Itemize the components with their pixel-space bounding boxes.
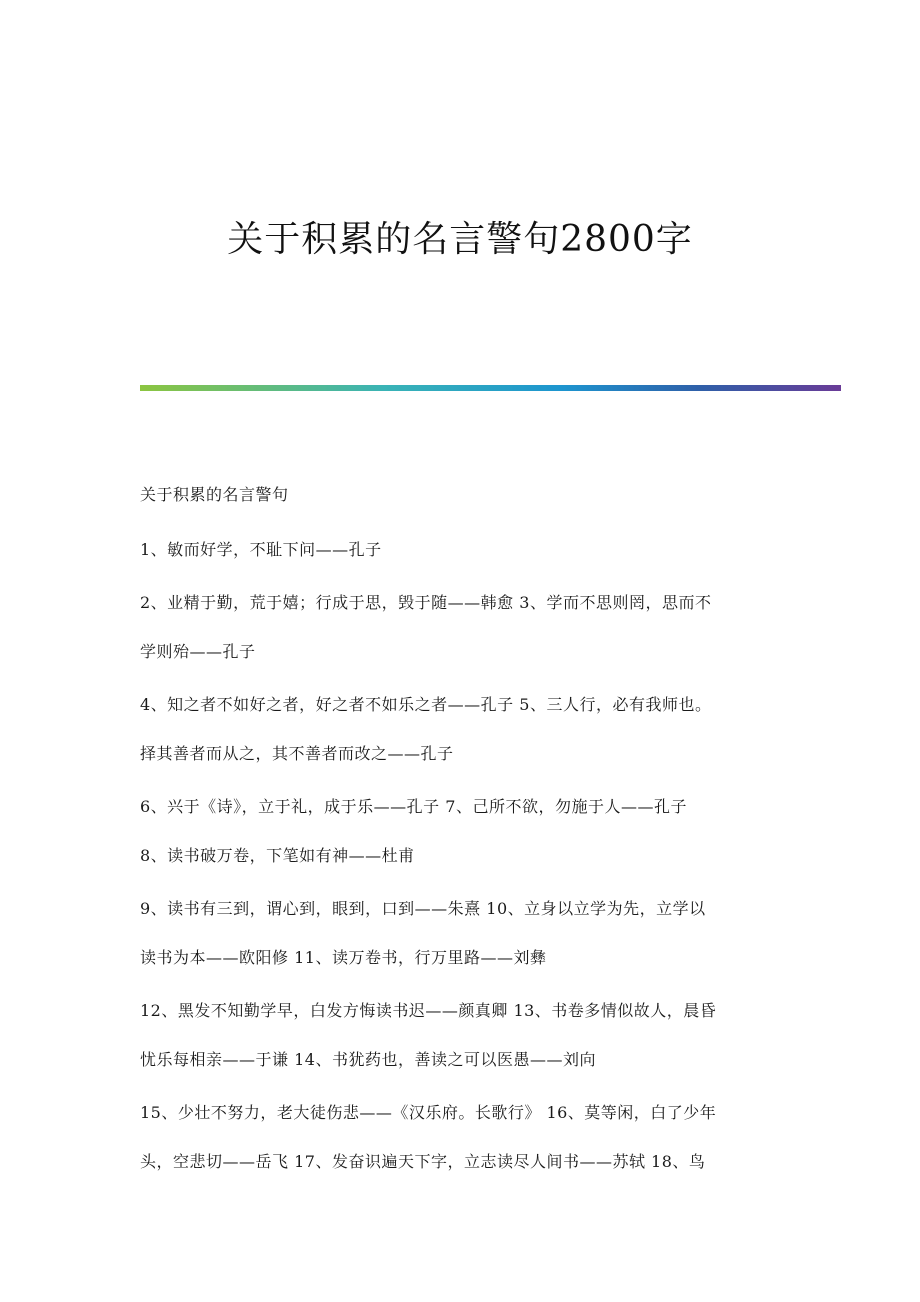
paragraph [140, 680, 790, 778]
paragraph [140, 782, 790, 880]
paragraph [140, 1088, 790, 1186]
paragraph [140, 986, 790, 1084]
text-line: 9、读书有三到，谓心到，眼到，口到——朱熹 10、立身以立学为先，立学以 [140, 899, 706, 918]
document-title: 关于积累的名言警句2800字 [227, 219, 693, 260]
document-body [140, 470, 790, 1190]
text-line: 8、读书破万卷，下笔如有神——杜甫 [140, 846, 415, 865]
text-line: 读书为本——欧阳修 11、读万卷书，行万里路——刘彝 [140, 948, 547, 967]
text-line: 1、敏而好学，不耻下问——孔子 [140, 540, 382, 559]
paragraph [140, 525, 790, 574]
paragraph [140, 884, 790, 982]
text-line: 头，空悲切——岳飞 17、发奋识遍天下字，立志读尽人间书——苏轼 18、鸟 [140, 1152, 706, 1171]
paragraph [140, 578, 790, 676]
text-line: 4、知之者不如好之者，好之者不如乐之者——孔子 5、三人行，必有我师也。 [140, 695, 712, 714]
text-line: 择其善者而从之，其不善者而改之——孔子 [140, 744, 454, 763]
section-heading: 关于积累的名言警句 [140, 485, 289, 504]
text-line: 2、业精于勤，荒于嬉；行成于思，毁于随——韩愈 3、学而不思则罔，思而不 [140, 593, 712, 612]
text-line: 忧乐每相亲——于谦 14、书犹药也，善读之可以医愚——刘向 [140, 1050, 596, 1069]
text-line: 12、黑发不知勤学早，白发方悔读书迟——颜真卿 13、书卷多情似故人，晨昏 [140, 1001, 717, 1020]
text-line: 学则殆——孔子 [140, 642, 256, 661]
gradient-divider [140, 385, 841, 391]
text-line: 6、兴于《诗》，立于礼，成于乐——孔子 7、己所不欲，勿施于人——孔子 [140, 797, 687, 816]
text-line: 15、少壮不努力，老大徒伤悲——《汉乐府。长歌行》 16、莫等闲，白了少年 [140, 1103, 717, 1122]
